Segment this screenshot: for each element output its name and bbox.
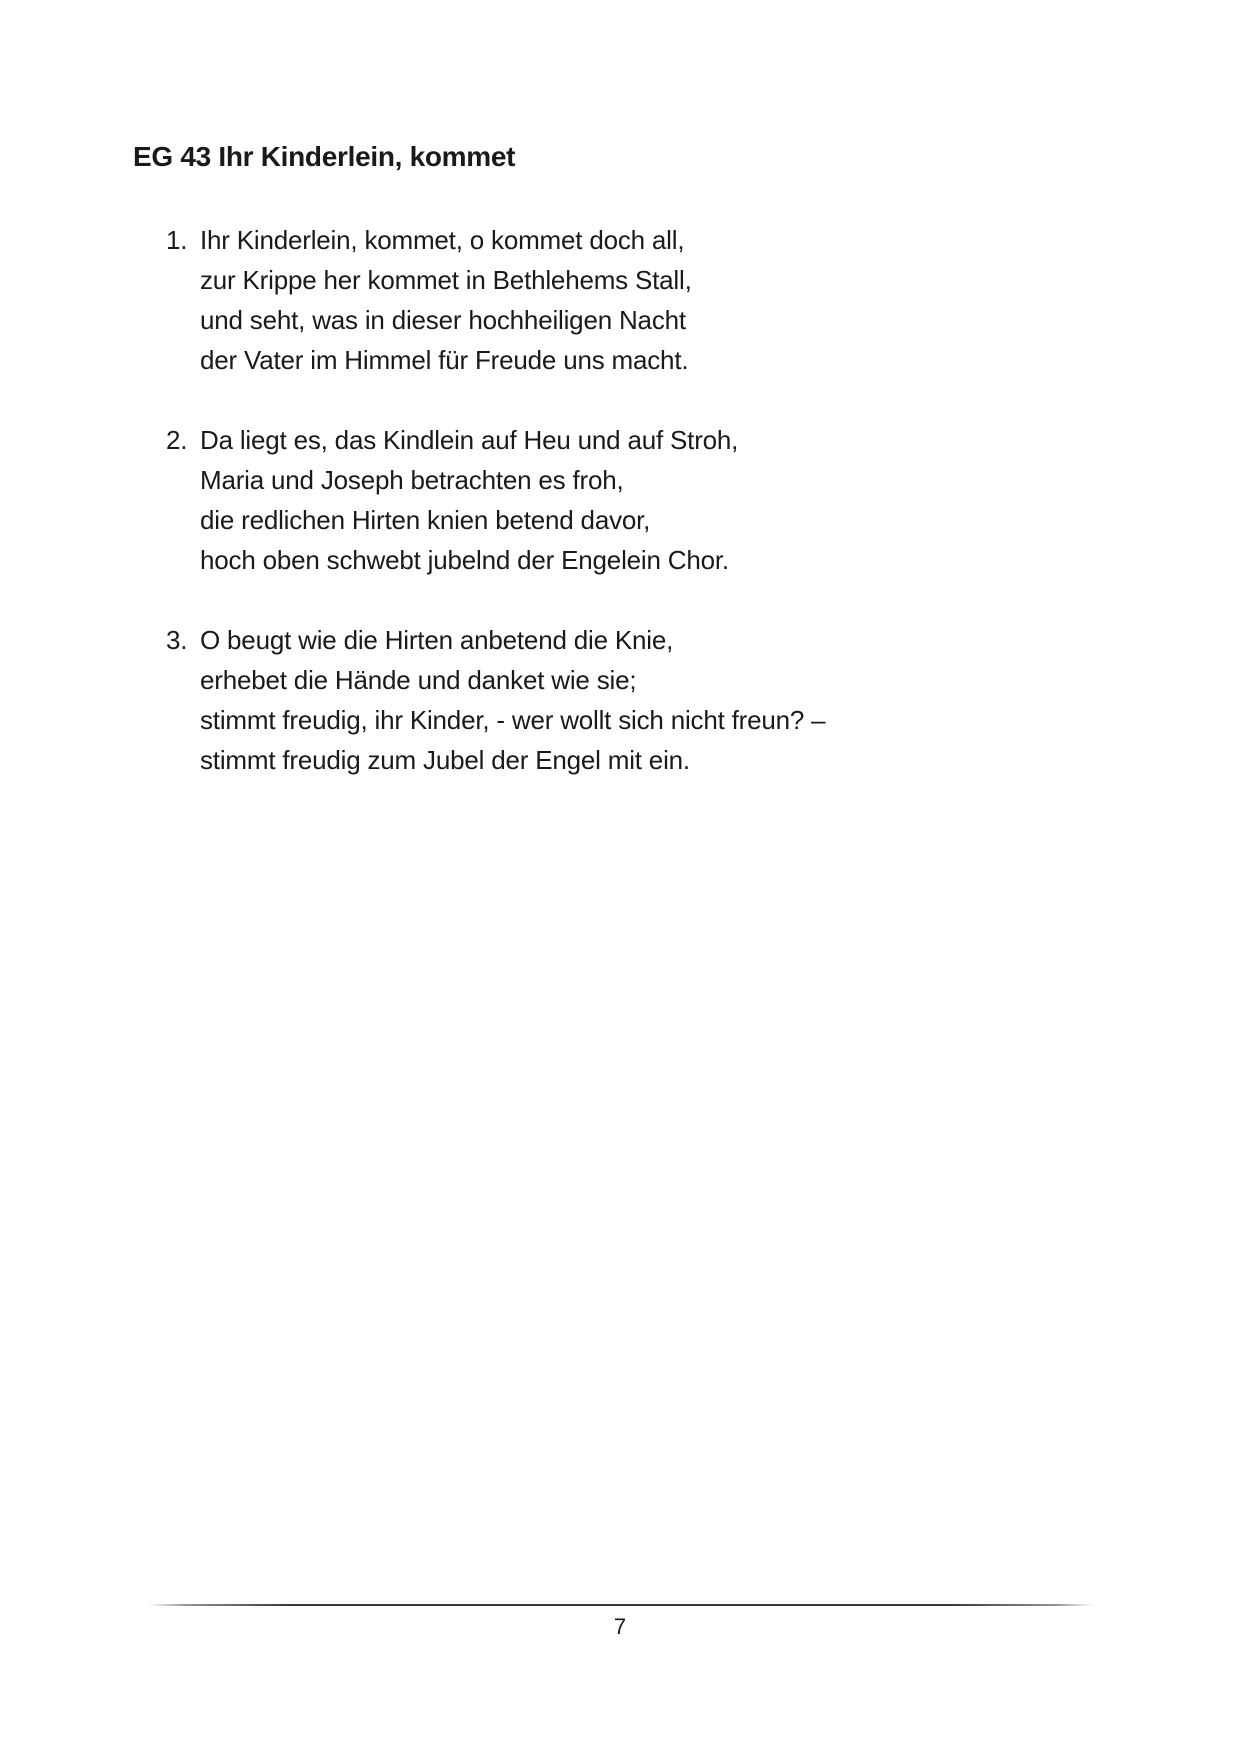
verse-line: zur Krippe her kommet in Bethlehems Stall, <box>200 265 692 295</box>
footer-divider-line <box>148 1604 1093 1606</box>
verse-2 <box>166 420 1120 580</box>
page-number: 7 <box>613 1614 627 1639</box>
verse-line: Maria und Joseph betrachten es froh, <box>200 465 624 495</box>
verse-line: O beugt wie die Hirten anbetend die Knie, <box>200 625 674 655</box>
verse-line: stimmt freudig zum Jubel der Engel mit ein. <box>200 745 690 775</box>
verse-list <box>133 220 1120 780</box>
verse-1 <box>166 220 1120 380</box>
verse-line: stimmt freudig, ihr Kinder, - wer wollt sich nicht freun? – <box>200 705 826 735</box>
verse-1-number: 1. <box>166 225 188 255</box>
verse-line: die redlichen Hirten knien betend davor, <box>200 505 651 535</box>
verse-3-number: 3. <box>166 625 188 655</box>
verse-line: hoch oben schwebt jubelnd der Engelein Chor. <box>200 545 729 575</box>
verse-line: Da liegt es, das Kindlein auf Heu und auf Stroh, <box>200 425 739 455</box>
verse-line: Ihr Kinderlein, kommet, o kommet doch all, <box>200 225 685 255</box>
verse-3 <box>166 620 1120 780</box>
verse-line: und seht, was in dieser hochheiligen Nacht <box>200 305 686 335</box>
verse-line: erhebet die Hände und danket wie sie; <box>200 665 637 695</box>
page-footer <box>0 1604 1240 1640</box>
verse-3-lines <box>200 620 1120 780</box>
page-content <box>0 0 1240 780</box>
verse-2-lines <box>200 420 1120 580</box>
hymn-title: EG 43 Ihr Kinderlein, kommet <box>133 141 516 172</box>
verse-1-lines <box>200 220 1120 380</box>
verse-line: der Vater im Himmel für Freude uns macht. <box>200 345 689 375</box>
verse-2-number: 2. <box>166 425 188 455</box>
